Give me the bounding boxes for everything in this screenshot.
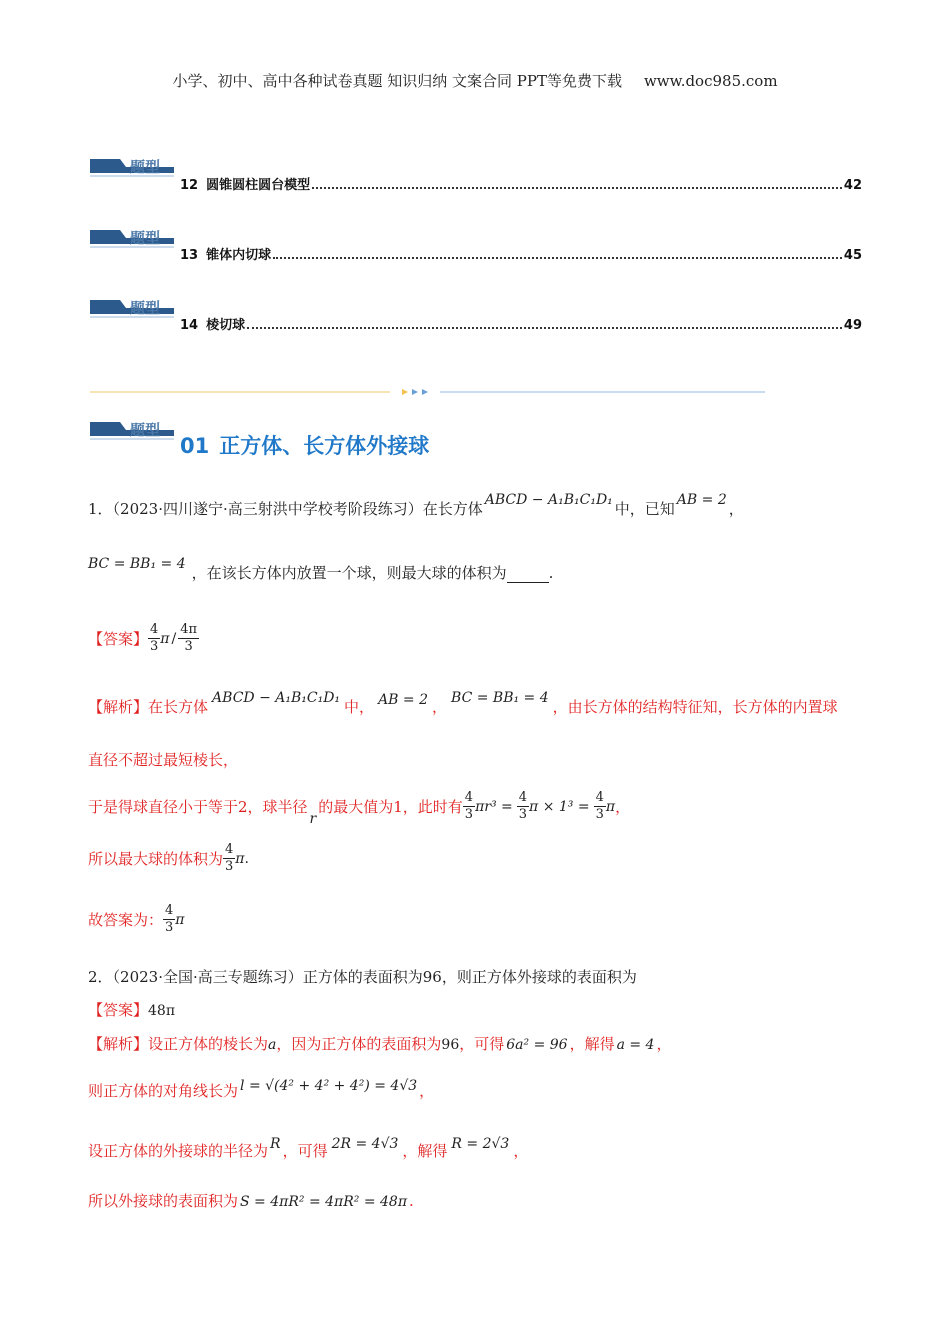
toc-leader [247,327,842,329]
question-type-badge [90,296,174,318]
explanation-1-line2: 直径不超过最短棱长， [88,751,239,769]
math-expr: 2R = 4√3 [331,1136,399,1152]
math-expr: / [171,630,177,647]
section-divider [90,391,765,393]
math-expr: πr³ = [475,798,513,815]
explanation-text: ，解得 [569,1035,615,1053]
math-expr: ABCD − A₁B₁C₁D₁ [212,690,341,706]
toc-page: 42 [843,178,862,193]
divider-graphic [90,389,765,395]
answer-2 [88,999,175,1020]
question-text: 中，已知 [614,500,675,518]
section-title-text: 正方体、长方体外接球 [219,434,430,458]
explanation-text: ，解得 [402,1142,448,1160]
explanation-text: 设正方体的棱长为 [148,1035,269,1053]
toc-title: 圆锥圆柱圆台模型 [206,178,311,193]
question-type-badge [90,226,174,248]
header-text: 小学、初中、高中各种试卷真题 知识归纳 文案合同 PPT等免费下载 [172,72,622,90]
explanation-text: 的最大值为1，此时有 [318,798,463,816]
answer-blank [507,568,549,583]
explanation-text: 所以最大球的体积为 [88,850,224,868]
math-expr: π [235,850,245,867]
explanation-1-line1 [88,690,838,717]
explanation-text: . [409,1192,414,1210]
fraction: $\frac{4}{3}$ [595,790,604,822]
explanation-text: 设正方体的外接球的半径为 [88,1142,269,1160]
explanation-label: 【解析】 [88,698,149,716]
answer-label: 【答案】 [88,630,149,648]
math-expr: S = 4πR² = 4πR² = 48π [240,1194,408,1210]
fraction: $\frac{4}{3}$ [464,790,474,822]
toc-page: 49 [843,318,862,333]
section-title [180,430,429,460]
question-2 [88,966,637,987]
math-var: R [270,1136,281,1152]
toc-title: 棱切球 [206,318,246,333]
section-num: 01 [180,434,210,458]
badge-label: 题型 [130,421,161,439]
explanation-text: ， [513,1142,529,1160]
explanation-text: 故答案为： [88,911,164,929]
question-1-line1 [88,492,744,519]
explanation-text: ，可得 [459,1035,505,1053]
toc-num: 13 [180,248,199,263]
fraction: $\frac{4}{3}$ [150,622,159,654]
question-text: （2023·全国·高三专题练习）正方体的表面积为96，则正方体外接球的表面积为 [112,968,637,986]
explanation-text: ， [432,698,448,716]
question-text: ，在该长方体内放置一个球，则最大球的体积为 [191,564,507,582]
badge-label: 题型 [130,299,161,317]
explanation-text: ， [615,798,631,816]
math-expr: AB = 2 [676,492,727,508]
fraction: $\frac{4}{3}$ [225,842,234,874]
toc-page: 45 [843,248,862,263]
toc-num: 14 [180,318,199,333]
badge-label: 题型 [130,158,161,176]
math-var: r [309,810,317,827]
explanation-text: 于是得球直径小于等于2，球半径 [88,798,308,816]
explanation-2-line1 [88,1033,671,1054]
fraction: $\frac{4\pi}{3}$ [180,622,198,654]
math-var: a [268,1037,277,1053]
math-expr: 96 [441,1037,460,1053]
question-text: . [548,564,554,582]
math-expr: BC = BB₁ = 4 [451,690,549,706]
explanation-text: 则正方体的对角线长为 [88,1082,239,1100]
explanation-2-line2 [88,1080,434,1101]
explanation-text: 在长方体 [148,698,209,716]
math-expr: π [605,798,616,815]
explanation-text: ， [656,1035,672,1053]
explanation-1-line4 [88,842,249,875]
toc-item[interactable] [180,315,862,333]
toc-num: 12 [180,178,199,193]
question-1-line2 [88,556,554,583]
explanation-2-line3 [88,1136,529,1161]
answer-value: 48π [148,1003,176,1019]
badge-graphic [90,418,174,440]
question-text: ， [728,500,744,518]
toc-leader [273,257,842,259]
question-number: 2． [88,968,113,986]
answer-label: 【答案】 [88,1001,149,1019]
badge-label: 题型 [130,229,161,247]
explanation-text: ， [419,1082,435,1100]
question-text: （2023·四川遂宁·高三射洪中学校考阶段练习）在长方体 [112,500,483,518]
header-site[interactable]: www.doc985.com [643,72,778,90]
toc-item[interactable] [180,245,862,263]
explanation-2-line4 [88,1190,414,1211]
badge-graphic [90,226,174,248]
fraction: $\frac{4}{3}$ [165,903,174,935]
math-expr: π × 1³ = [529,798,590,815]
toc-item[interactable] [180,175,862,193]
question-number: 1． [88,500,113,518]
badge-graphic [90,155,174,177]
toc-leader [312,187,842,189]
math-expr: a = 4 [616,1037,655,1053]
explanation-1-line3 [88,790,631,827]
page-header [0,70,950,91]
math-expr: π [160,630,170,647]
math-expr: . [244,850,249,867]
explanation-text: 中， [344,698,375,716]
explanation-text: 所以外接球的表面积为 [88,1192,239,1210]
question-type-badge [90,418,174,440]
answer-1 [88,622,199,655]
math-expr: π [175,911,185,928]
math-expr: R = 2√3 [451,1136,510,1152]
badge-graphic [90,296,174,318]
question-type-badge [90,155,174,177]
math-expr: AB = 2 [378,692,428,708]
explanation-text: ，可得 [282,1142,328,1160]
explanation-text: ，由长方体的结构特征知，长方体的内置球 [552,698,838,716]
fraction: $\frac{4}{3}$ [518,790,528,822]
explanation-label: 【解析】 [88,1035,149,1053]
math-expr: l = √(4² + 4² + 4²) = 4√3 [240,1078,418,1094]
math-expr: 6a² = 96 [506,1037,568,1053]
toc-title: 锥体内切球 [206,248,272,263]
explanation-text: ，因为正方体的表面积为 [276,1035,442,1053]
math-expr: ABCD − A₁B₁C₁D₁ [484,492,613,508]
explanation-1-line5 [88,903,185,936]
math-expr: BC = BB₁ = 4 [88,556,186,572]
